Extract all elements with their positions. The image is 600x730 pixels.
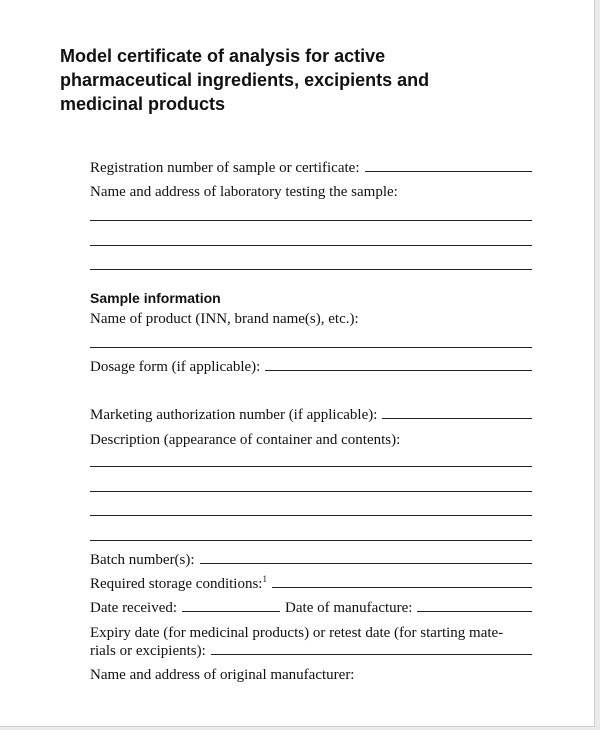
dosage-label: Dosage form (if applicable): [90, 359, 261, 375]
expiry-field[interactable] [211, 642, 532, 655]
description-label: Description (appearance of container and contents): [90, 432, 401, 448]
product-label: Name of product (INN, brand name(s), etc.): [90, 311, 359, 327]
lab-label: Name and address of laboratory testing the sample: [90, 184, 398, 200]
footnote-marker: 1 [262, 574, 267, 584]
lab-address-line-1[interactable] [90, 220, 532, 221]
title-line: Model certificate of analysis for active [60, 46, 386, 66]
batch-field[interactable] [200, 551, 532, 564]
document-title [60, 44, 530, 116]
dosage-field[interactable] [265, 358, 532, 371]
batch-row [90, 551, 532, 569]
date-manufacture-field[interactable] [417, 599, 532, 612]
expiry-label: rials or excipients): [90, 643, 206, 659]
registration-row [90, 159, 532, 177]
date-received-field[interactable] [182, 599, 280, 612]
expiry-row [90, 642, 532, 660]
storage-field[interactable] [272, 575, 532, 588]
description-row [90, 431, 532, 449]
marketing-row [90, 406, 532, 424]
marketing-field[interactable] [382, 406, 532, 419]
description-line-1[interactable] [90, 466, 532, 467]
dates-row [90, 599, 532, 617]
registration-field[interactable] [365, 159, 533, 172]
description-line-3[interactable] [90, 515, 532, 516]
date-manufacture-label: Date of manufacture: [285, 600, 413, 616]
manufacturer-row [90, 666, 532, 684]
title-line: medicinal products [60, 94, 226, 114]
batch-label: Batch number(s): [90, 552, 195, 568]
lab-row [90, 183, 532, 201]
product-field[interactable] [90, 347, 532, 348]
date-received-label: Date received: [90, 600, 178, 616]
registration-label: Registration number of sample or certificate: [90, 160, 360, 176]
description-line-4[interactable] [90, 540, 532, 541]
lab-address-line-3[interactable] [90, 269, 532, 270]
marketing-label: Marketing authorization number (if applicable): [90, 407, 378, 423]
storage-label: Required storage conditions:$^1$ [90, 574, 267, 592]
expiry-line-1: Expiry date (for medicinal products) or retest date (for starting mate- [90, 625, 504, 641]
lab-address-line-2[interactable] [90, 245, 532, 246]
product-row [90, 310, 532, 328]
manufacturer-label: Name and address of original manufacturer: [90, 667, 355, 683]
sample-information-heading: Sample information [90, 290, 221, 306]
description-line-2[interactable] [90, 491, 532, 492]
dosage-row [90, 358, 532, 376]
title-line: pharmaceutical ingredients, excipients and [60, 70, 430, 90]
storage-row [90, 575, 532, 593]
